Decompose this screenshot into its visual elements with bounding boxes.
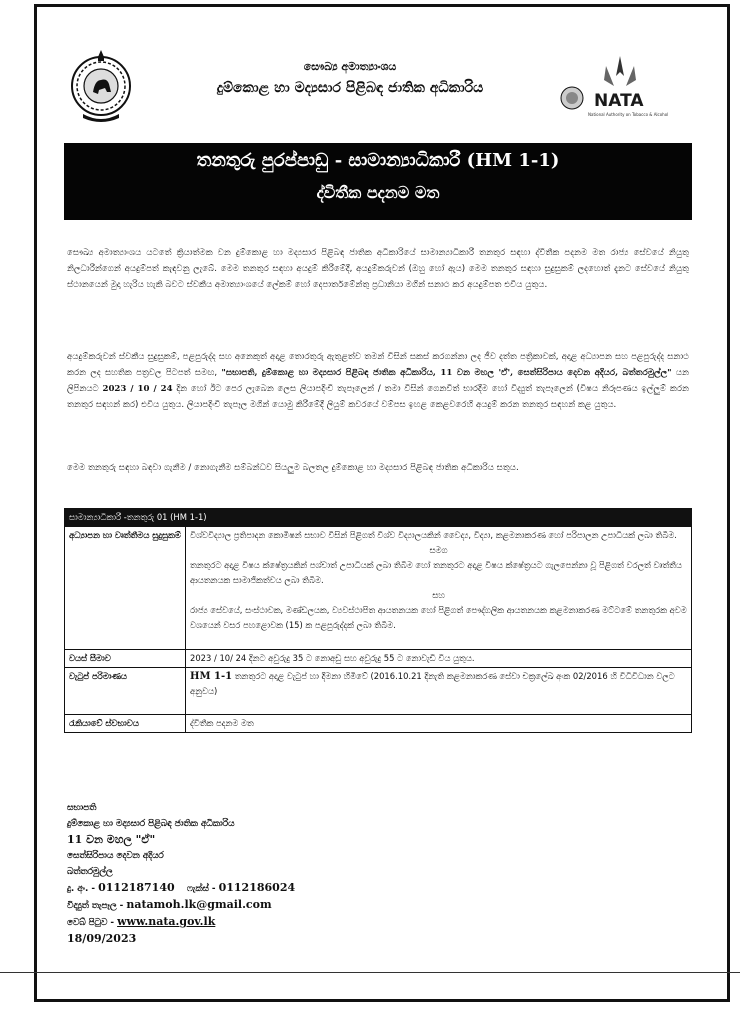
table-row [65, 527, 692, 650]
table-row [65, 668, 692, 715]
banner-subtitle: ද්විතීක පදනම මත [316, 183, 440, 202]
and-connector-2: සහ [432, 590, 445, 600]
email-label: විද්‍යුත් තැපෑල - [67, 901, 124, 911]
notice-date: 18/09/2023 [67, 932, 137, 945]
signatory-org: දුම්කොළ හා මද්‍යසාර පිළිබඳ ජාතික අධිකාරිය [67, 819, 235, 829]
p2-deadline: 2023 / 10 / 24 [102, 384, 173, 394]
tel-label: දු. අං. - [67, 884, 96, 894]
website-link[interactable]: www.nata.gov.lk [117, 915, 216, 928]
requirements-table [64, 508, 692, 733]
edu-cell [186, 527, 692, 650]
fax-number: 0112186024 [218, 881, 296, 894]
table-header: සාමාන්‍යාධිකාරී -තනතුරු 01 (HM 1-1) [65, 509, 692, 527]
nata-logo-icon [558, 50, 676, 128]
p2-text-c: දින හෝ ඊට පෙර ලැබෙන ලෙස ලියාපදිංචි තැපෑලෙන් / තමා විසින් ගෙනවිත් භාරදීම හෝ විද්‍යුත් තැපෑලෙන් (විෂය නිරූපණය ඉල්ලුම් කරන තනතුර සඳහන් කර) එවිය යුතුය. ලියාපදිංචි තැපෑල මගින් යොමු කිරීමේදී ලියුම් කවරයේ වම්පස ඉහළ කෙළවරෙහි අයදුම් කරන තනතුර සඳහන් කළ යුතුය. [67, 384, 689, 410]
and-connector-1: සමග [429, 545, 448, 555]
email-address: natamoh.lk@gmail.com [126, 898, 272, 911]
signatory-title: සභාපති [67, 803, 97, 813]
intro-paragraph-2 [67, 349, 689, 413]
fax-label: ෆැක්ස් - [186, 884, 216, 894]
logo-text: NATA [594, 91, 644, 111]
intro-paragraph-3: මෙම තනතුරු සඳහා බඳවා ගැනීම / නොගැනීම සම්බන්ධව සියලුම බලතල දුම්කොළ හා මද්‍යසාර පිළිබඳ ජාතික අධිකාරිය සතුය. [67, 463, 519, 473]
edu-label: අධ්‍යාපන හා වෘත්තීමය සුදුසුකම් [65, 527, 186, 650]
job-nature-value: ද්විතීක පදනම මත [186, 715, 692, 733]
edu-requirement-1: විශ්වවිද්‍යාල ප්‍රතිපාදන කොමිෂන් සභාව විසින් පිළිගත් විශ්ව විද්‍යාලයකින් වෛද්‍ය, විද්‍යා, කළමනාකරණ හෝ පරිපාලන උපාධියක් ලබා තිබීම. [190, 530, 677, 540]
p2-text-a: අයදුම්කරුවන් ස්වකීය සුදුසුකම්, පළපුරුද්ද සහ අනෙකුත් අදාළ තොරතුරු ඇතුළත්ව තමන් විසින් සකස් කරගන්නා ලද ජීව දත්ත පත්‍රිකාවක්, අදාළ අධ්‍යාපන සහ පළපුරුද්ද සනාථ කරන ලද සහතික පත්‍රවල පිටපත් සමඟ, [67, 352, 689, 378]
contact-phone-fax [67, 880, 467, 897]
address-building: සෙත්සිරිපාය දෙවන අදියර [67, 851, 164, 861]
sri-lanka-emblem-icon [69, 46, 133, 126]
salary-cell [186, 668, 692, 715]
spacer [190, 633, 687, 648]
spacer [190, 699, 687, 713]
contact-email [67, 897, 467, 914]
web-label: වෙබ් පිටුව - [67, 918, 114, 928]
age-label: වයස් සීමාව [65, 650, 186, 668]
authority-name: දුම්කොළ හා මද්‍යසාර පිළිබඳ ජාතික අධිකාරිය [216, 80, 484, 96]
logo-caption: National Authority on Tobacco & Alcohol [588, 112, 669, 117]
edu-requirement-3: රාජ්‍ය සේවයේ, සංස්ථාවක, මණ්ඩලයක, ව්‍යවස්ථාපිත ආයතනයක හෝ පිළිගත් පෞද්ගලික ආයතනයක කළමනාකරණ මට්ටමේ තනතුරක අවම වශයෙන් වසර පහළොවක (15) ක පළපුරුද්දක් ලබා තිබීම. [190, 605, 687, 630]
salary-code: HM 1-1 [190, 671, 233, 682]
edu-requirement-2: තනතුරට අදාළ විෂය ක්ෂේත්‍රයකින් පශ්චාත් උපාධියක් ලබා තිබීම හෝ තනතුරට අදාළ විෂය ක්ෂේත්‍රයට ගැලපෙන්නා වූ පිළිගත් වරලත් වෘත්තීය ආයතනයක සාමාජිකත්වය ලබා තිබීම. [190, 560, 682, 585]
table-row [65, 650, 692, 668]
address-city: බත්තරමුල්ල [67, 867, 113, 877]
table-row [65, 715, 692, 733]
p2-text-b: යන ලිපිනයට [67, 368, 690, 394]
age-value: 2023 / 10/ 24 දිනට අවුරුදු 35 ට නොඅඩු සහ අවුරුදු 55 ට නොවැඩි විය යුතුය. [186, 650, 692, 668]
title-banner [64, 143, 692, 220]
salary-value: තනතුරට අදාළ වැටුප් හා දීමනා හිමිවේ (2016.10.21 දිනැති කළමනාකරණ සේවා චක්‍රලේඛ අංක 02/2016 හි විධිවිධාන වලට අනුවය) [190, 671, 675, 696]
contact-web [67, 914, 467, 931]
divider [0, 972, 740, 973]
p2-address: "සභාපති, දුම්කොළ හා මද්‍යසාර පිළිබඳ ජාතික අධිකාරිය, 11 වන මහල 'ඒ', සෙත්සිරිපාය දෙවන අදියර, බත්තරමුල්ල" [221, 368, 672, 378]
signature-block [67, 800, 467, 947]
address-floor: 11 වන මහල "ඒ" [67, 833, 156, 846]
header [150, 60, 550, 96]
banner-title: තනතුරු පුරප්පාඩු - සාමාන්‍යාධිකාරී (HM 1-1) [196, 150, 560, 171]
salary-label: වැටුප් පරිමාණය [65, 668, 186, 715]
tel-number: 0112187140 [98, 881, 175, 894]
ministry-name: සෞඛ්‍ය අමාත්‍යාංශය [303, 60, 397, 73]
job-nature-label: රැකියාවේ ස්වභාවය [65, 715, 186, 733]
intro-paragraph-1: සෞඛ්‍ය අමාත්‍යාංශය යටතේ ක්‍රියාත්මක වන දුම්කොළ හා මද්‍යසාර පිළිබඳ ජාතික අධිකාරියේ සාමාන්‍යාධිකාරී තනතුර සඳහා ද්විතීක පදනම මත රාජ්‍ය සේවයේ නියුතු නිලධාරීන්ගෙන් අයදුම්පත් කැඳවනු ලැබේ. මෙම තනතුර සඳහා අයදුම් කිරීමේදී, අයදුම්කරුවන් (ඔහු හෝ ඇය) මෙම තනතුර සඳහා සුදුසුකම් ලදහොත් දැනට සේවයේ නියුතු ස්ථානයෙන් මුදා හැරිය හැකි බවට ස්වකීය අමාත්‍යාංශයේ ලේකම් හෝ දෙපාර්තමේන්තු ප්‍රධානියා මගින් සනාථ කර අයදුම්පත එවිය යුතුය. [67, 248, 689, 290]
